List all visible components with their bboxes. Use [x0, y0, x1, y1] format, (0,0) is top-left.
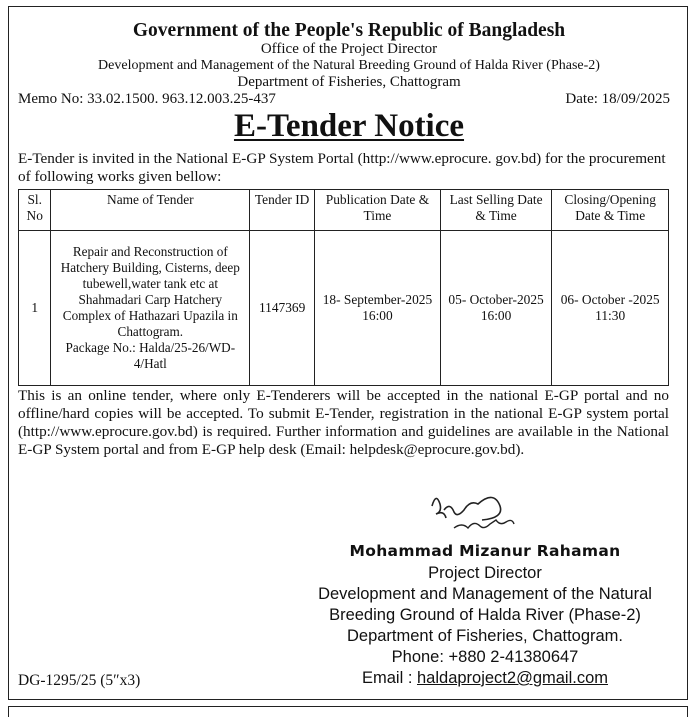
cell-tender-name — [51, 231, 250, 386]
table-row — [19, 231, 669, 386]
col-header-closing: Closing/Opening Date & Time — [552, 190, 669, 231]
cell-closing: 06- October -2025 11:30 — [552, 231, 669, 386]
table-header-row — [19, 190, 669, 231]
col-header-tender-id: Tender ID — [250, 190, 315, 231]
signatory-project-line-2: Breeding Ground of Halda River (Phase-2) — [329, 606, 641, 624]
signatory-phone: Phone: +880 2-41380647 — [391, 648, 579, 666]
col-header-last-selling: Last Selling Date & Time — [440, 190, 552, 231]
title-text: E-Tender Notice — [233, 108, 465, 144]
cell-tender-id: 1147369 — [250, 231, 315, 386]
cell-publication: 18- September-2025 16:00 — [315, 231, 441, 386]
dg-number: DG-1295/25 (5″x3) — [18, 672, 141, 689]
signatory-department: Department of Fisheries, Chattogram. — [346, 627, 624, 645]
project-heading: Development and Management of the Natural Breeding Ground of Halda River (Phase-2) — [98, 58, 600, 73]
tender-work-description: Repair and Reconstruction of Hatchery Building, Cisterns, deep tubewell,water tank etc at Shahmadari Carp Hatchery Complex of Hathazari Upazila in Chattogram. — [60, 244, 240, 339]
email-label: Email : — [361, 669, 417, 687]
notice-date: Date: 18/09/2025 — [565, 91, 670, 107]
next-notice-border — [8, 706, 688, 717]
department-heading: Department of Fisheries, Chattogram — [237, 74, 461, 90]
intro-paragraph: E-Tender is invited in the National E-GP System Portal (http://www.eprocure. gov.bd) for the procurement of following works given bellow: — [18, 150, 666, 185]
instructions-paragraph: This is an online tender, where only E-Tenderers will be accepted in the national E-GP portal and no offline/hard copies will be accepted. To submit E-Tender, registration in the national E-GP system portal (http://www.eprocure.gov.bd) is required. Further information and guidelines are available in the National E-GP System portal and from E-GP help desk (Email: helpdesk@eprocure.gov.bd). — [18, 387, 669, 458]
signature-mark — [418, 486, 558, 536]
email-address: haldaproject2@gmail.com — [417, 669, 609, 687]
col-header-publication: Publication Date & Time — [315, 190, 441, 231]
government-heading: Government of the People's Republic of Bangladesh — [132, 20, 566, 41]
signatory-name: Mohammad Mizanur Rahaman — [349, 542, 621, 560]
signatory-email-line — [300, 669, 670, 688]
cell-sl: 1 — [19, 231, 51, 386]
tender-table — [18, 189, 669, 386]
col-header-name: Name of Tender — [51, 190, 250, 231]
cell-last-selling: 05- October-2025 16:00 — [440, 231, 552, 386]
col-header-sl: Sl. No — [19, 190, 51, 231]
page-title — [0, 110, 698, 143]
signatory-project-line-1: Development and Management of the Natural — [318, 585, 652, 603]
office-heading: Office of the Project Director — [260, 41, 438, 57]
memo-number: Memo No: 33.02.1500. 963.12.003.25-437 — [18, 91, 276, 107]
tender-package-number: Package No.: Halda/25-26/WD-4/Hatl — [65, 340, 236, 371]
signatory-designation: Project Director — [428, 564, 542, 582]
